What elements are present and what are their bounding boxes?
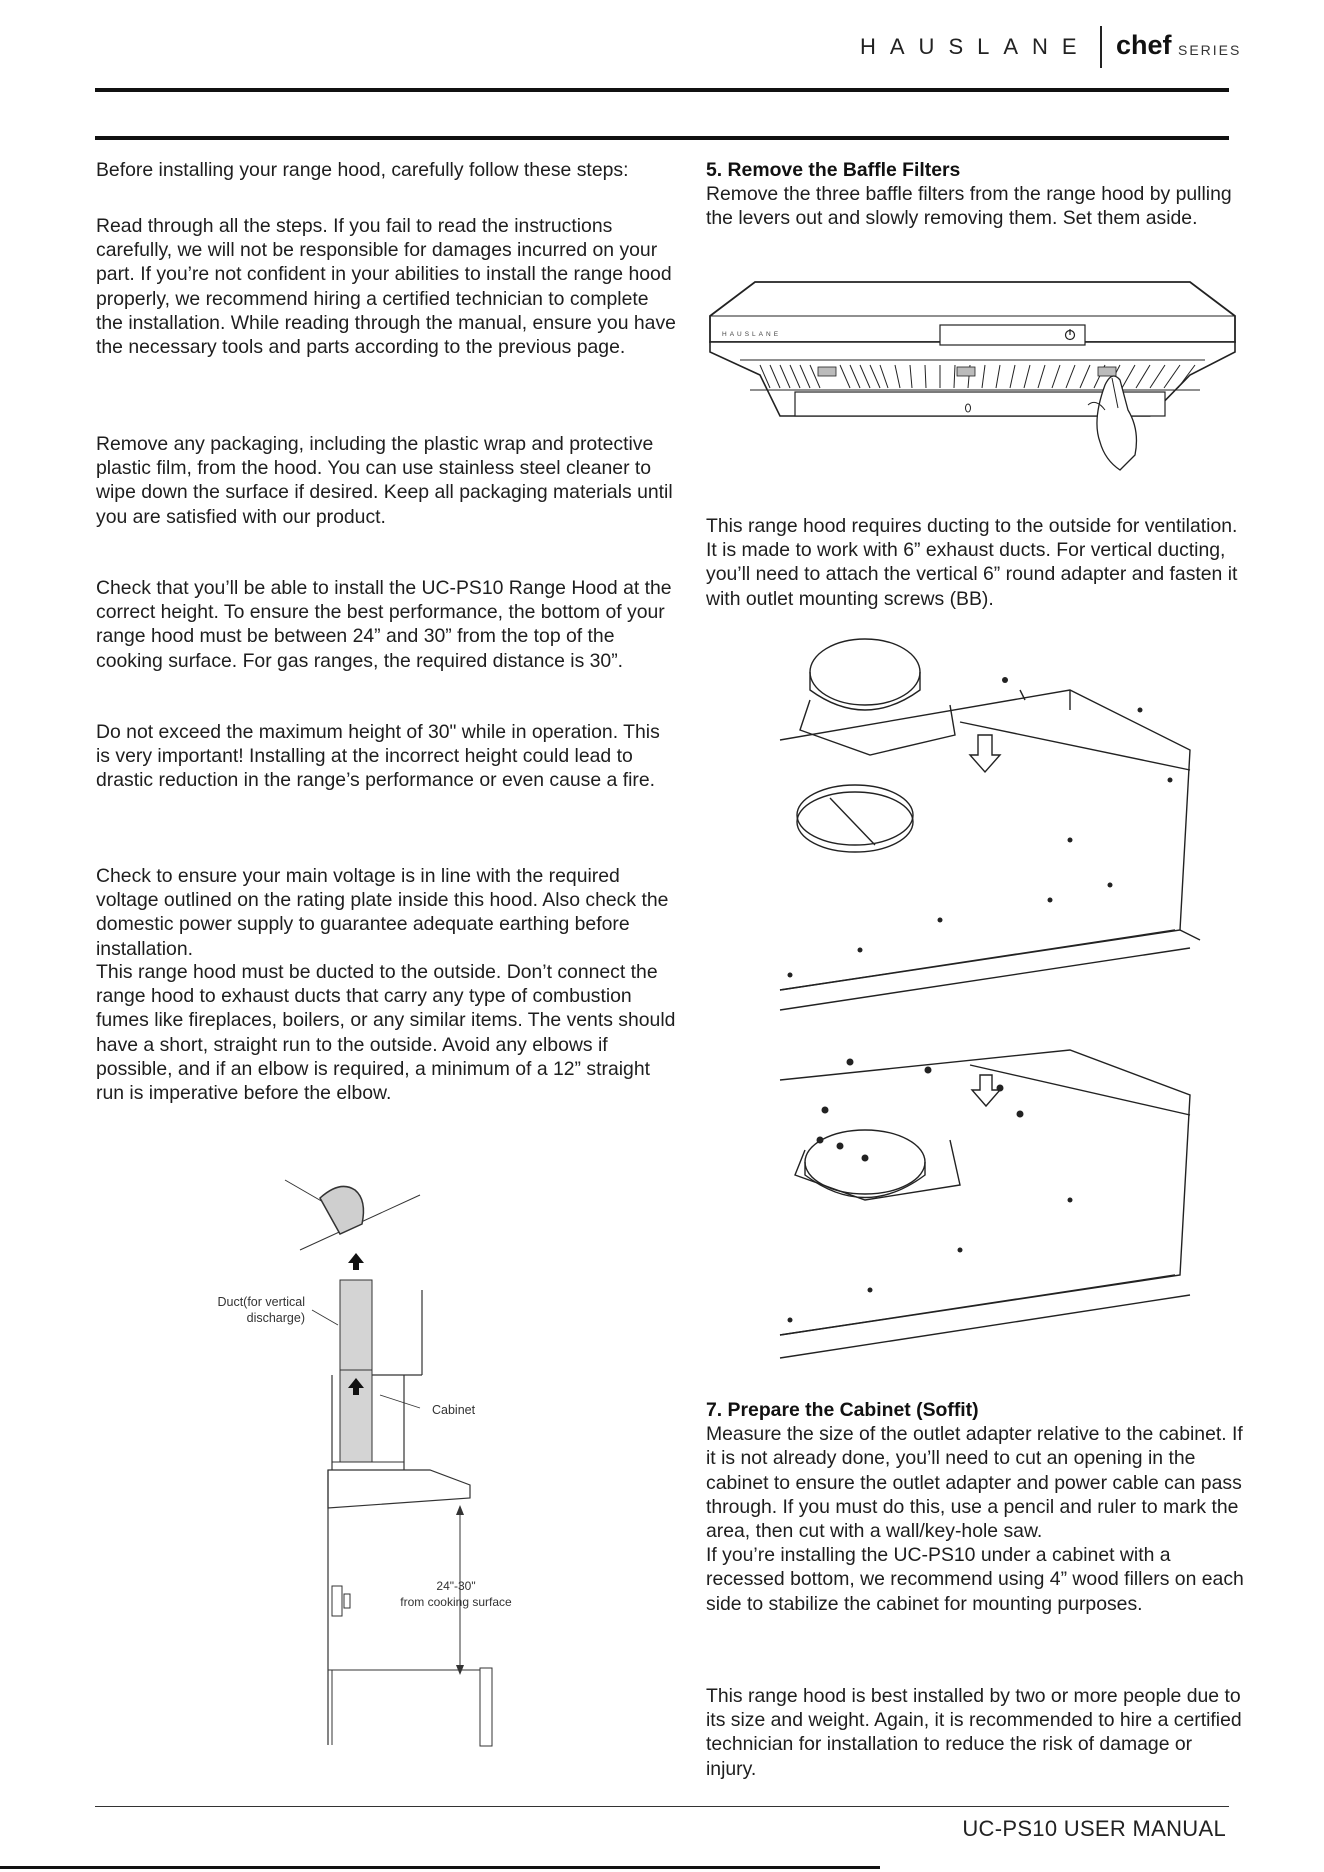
footer-rule xyxy=(95,1806,1229,1807)
people-text: This range hood is best installed by two or more people due to its size and weight. Again, it is recommended to hire a certified technician for installation to reduce the risk of damage or injury. xyxy=(706,1685,1242,1780)
duct-label-line-1: Duct(for vertical xyxy=(217,1295,305,1309)
cabinet-label: Cabinet xyxy=(432,1403,476,1417)
voltage-text: Check to ensure your main voltage is in line with the required voltage outlined on the rating plate inside this hood. Also check the domestic power supply to guarantee adequate earthing before installation. xyxy=(96,865,669,960)
step5-text: Remove the three baffle filters from the range hood by pulling the levers out and slowly removing them. Set them aside. xyxy=(706,183,1232,230)
filter-lever xyxy=(818,367,836,376)
filter-lever xyxy=(957,367,975,376)
brand-logo: HAUSLANE xyxy=(860,34,1091,59)
duct-label-line-2: discharge) xyxy=(246,1311,305,1325)
outlet-adapter-illustration xyxy=(770,630,1220,1390)
max-height-text: Do not exceed the maximum height of 30" while in operation. This is very important! Installing at the incorrect height could lead to drastic reduction in the range’s performance or even cause a fire. xyxy=(96,721,660,792)
distance-sub-label: from cooking surface xyxy=(400,1595,512,1609)
chef-logo: chef xyxy=(1116,30,1172,60)
ducting-text: This range hood requires ducting to the outside for ventilation. It is made to work with 6” exhaust ducts. For vertical ducting, you’ll need to attach the vertical 6” round adapter and fasten it with outlet mounting screws (BB). xyxy=(706,515,1238,610)
manual-title: UC-PS10 USER MANUAL xyxy=(962,1816,1226,1841)
height-text: Check that you’ll be able to install the UC-PS10 Range Hood at the correct height. To ensure the best performance, the bottom of your range hood must be between 24” and 30” from the top of the cooking surface. For gas ranges, the required distance is 30”. xyxy=(96,577,672,672)
distance-label: 24"-30" xyxy=(436,1579,476,1593)
step7-text-1: Measure the size of the outlet adapter relative to the cabinet. If it is not already done, you’ll need to cut an opening in the cabinet to ensure the outlet adapter and power cable can pass through. If you must do this, use a pencil and ruler to mark the area, then cut with a wall/key-hole saw. xyxy=(706,1423,1243,1543)
packaging-text: Remove any packaging, including the plastic wrap and protective plastic film, from the hood. You can use stainless steel cleaner to wipe down the surface if desired. Keep all packaging materials until you are satisfied with our product. xyxy=(96,433,673,528)
read-steps-text: Read through all the steps. If you fail to read the instructions carefully, we will not be responsible for damages incurred on your part. If you’re not confident in your abilities to install the range hood properly, we recommend hiring a certified technician to complete the installation. While reading through the manual, ensure you have the necessary tools and parts according to the previous page. xyxy=(96,215,676,359)
intro-text: Before installing your range hood, carefully follow these steps: xyxy=(96,159,629,181)
bottom-edge-rule xyxy=(0,1866,880,1869)
step5-title: 5. Remove the Baffle Filters xyxy=(706,159,961,181)
installation-height-diagram xyxy=(217,1170,710,1750)
hood-shape xyxy=(328,1470,470,1508)
control-panel xyxy=(940,325,1085,345)
roof-cap-icon xyxy=(320,1186,363,1234)
step7-block xyxy=(706,1398,1246,1616)
duct-shape xyxy=(340,1280,372,1462)
step7-text-2: If you’re installing the UC-PS10 under a cabinet with a recessed bottom, we recommend using 4” wood fillers on each side to stabilize the cabinet for mounting purposes. xyxy=(706,1544,1244,1615)
series-label: SERIES xyxy=(1178,42,1242,58)
step5-block xyxy=(706,158,1246,231)
header-rule xyxy=(95,88,1229,92)
header-rule-lower xyxy=(95,136,1229,140)
up-arrow-icon xyxy=(348,1253,364,1270)
filter-lever xyxy=(1098,367,1116,376)
ducting-warning-text: This range hood must be ducted to the outside. Don’t connect the range hood to exhaust ducts that carry any type of combustion fumes like fireplaces, boilers, or any similar items. The vents should have a short, straight run to the outside. Avoid any elbows if possible, and if an elbow is required, a minimum of a 12” straight run is imperative before the elbow. xyxy=(96,961,676,1105)
header-divider xyxy=(1100,26,1102,68)
step7-title: 7. Prepare the Cabinet (Soffit) xyxy=(706,1399,979,1421)
range-hood-filters-illustration xyxy=(700,270,1250,480)
hood-brand-text: HAUSLANE xyxy=(722,331,782,338)
